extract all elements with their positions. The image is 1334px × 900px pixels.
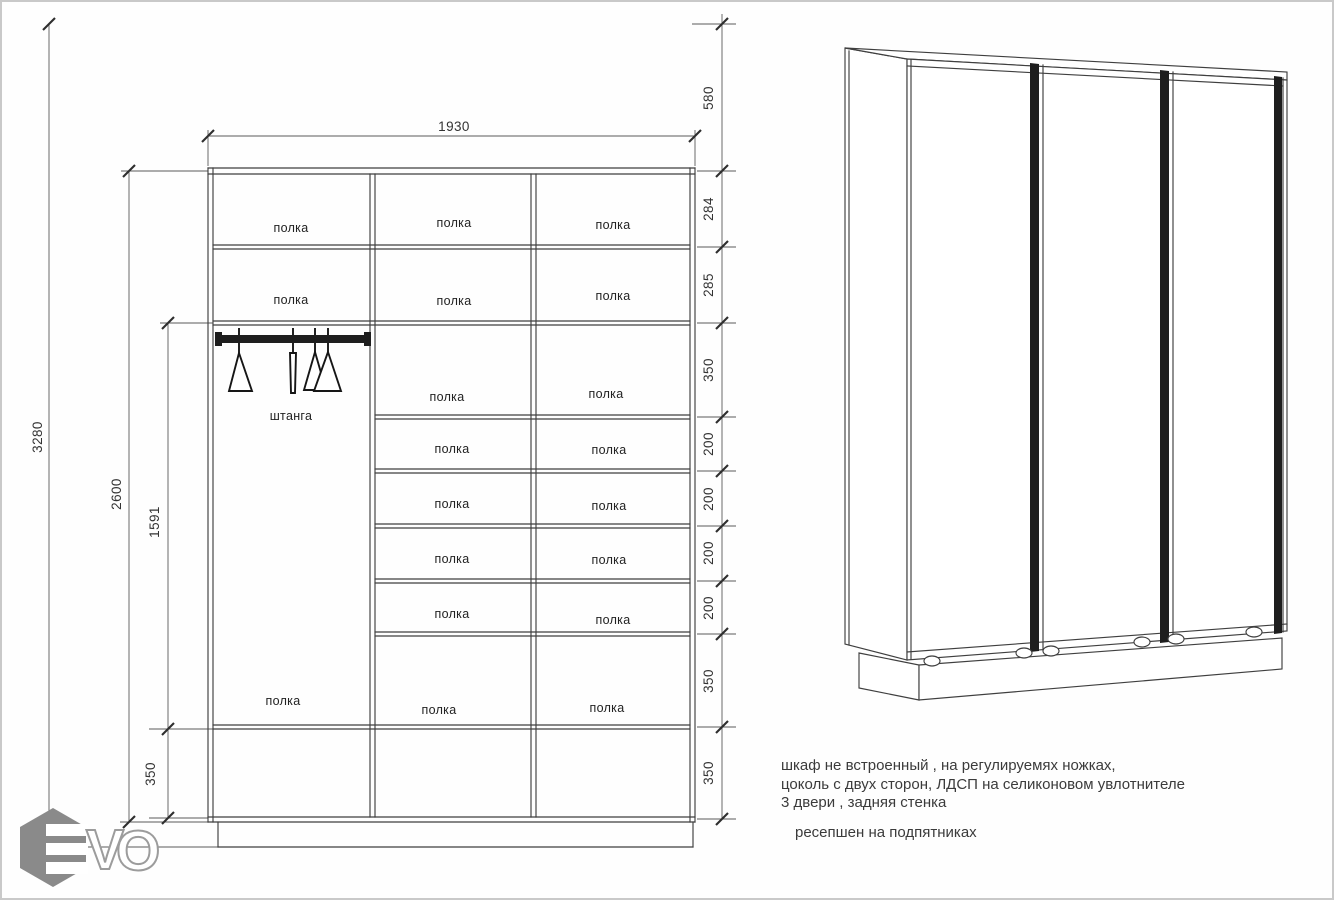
door-divider-bar [1160, 70, 1169, 643]
door-divider-bar [1030, 63, 1039, 652]
logo-letter-v: V [86, 818, 125, 882]
shelf-label: полка [421, 703, 457, 717]
shelf-label: полка [589, 701, 625, 715]
dimension-ticks [43, 18, 728, 853]
shelf-label: полка [591, 499, 627, 513]
shelf-label: полка [595, 218, 631, 232]
dim-right-label: 284 [701, 197, 716, 221]
front-face [907, 59, 1287, 660]
dim-rod-zone-label: 1591 [147, 506, 162, 538]
front-view [30, 14, 736, 853]
evo-watermark-logo [20, 808, 160, 887]
dim-right-label: 200 [701, 541, 716, 565]
shelf-label: полка [595, 289, 631, 303]
dimension-labels [30, 86, 716, 786]
shelf-label: полка [591, 443, 627, 457]
door-divider-bar [1274, 76, 1282, 634]
note-line: 3 двери , задняя стенка [781, 794, 947, 811]
shelf-label: полка [434, 442, 470, 456]
dim-width-label: 1930 [438, 119, 470, 134]
perspective-view [845, 48, 1287, 700]
clothes-hangers [229, 343, 341, 393]
dim-right-label: 350 [701, 761, 716, 785]
dim-bottom-label: 350 [143, 762, 158, 786]
dimension-extension-lines [42, 24, 736, 847]
carcass-panels [208, 168, 695, 822]
shelf-label: полка [429, 390, 465, 404]
shelf-label: полка [265, 694, 301, 708]
logo-e-bars [46, 824, 88, 874]
specification-notes [781, 757, 1211, 842]
dim-right-label: 200 [701, 596, 716, 620]
dim-right-label: 580 [701, 86, 716, 110]
shelf-label: полка [595, 613, 631, 627]
dim-total-height-label: 3280 [30, 421, 45, 453]
dim-right-label: 350 [701, 669, 716, 693]
shelf-label: полка [434, 497, 470, 511]
shelf-label: полка [434, 607, 470, 621]
shelf-label: полка [588, 387, 624, 401]
dim-right-label: 285 [701, 273, 716, 297]
shelf-label: полка [436, 216, 472, 230]
side-panel [845, 48, 907, 660]
note-line: шкаф не встроенный , на регулируемях ножках, [781, 757, 1116, 774]
dim-right-label: 350 [701, 358, 716, 382]
shelf-label: полка [273, 293, 309, 307]
shelf-label: полка [436, 294, 472, 308]
note-line: цоколь с двух сторон, ЛДСП на селиконовом увлотнителе [781, 775, 1185, 793]
rod-label: штанга [269, 409, 313, 423]
shelf-label: полка [273, 221, 309, 235]
logo-letter-o: O [116, 819, 161, 883]
dimension-lines [49, 14, 722, 847]
dim-right-label: 200 [701, 487, 716, 511]
shelf-lines [213, 245, 690, 729]
plinth-front-view [218, 822, 693, 847]
dim-cabinet-height-label: 2600 [109, 478, 124, 510]
shelf-label: полка [591, 553, 627, 567]
compartment-labels [266, 216, 631, 717]
shelf-label: полка [434, 552, 470, 566]
dim-right-label: 200 [701, 432, 716, 456]
note-line: ресепшен на подпятниках [795, 823, 977, 841]
